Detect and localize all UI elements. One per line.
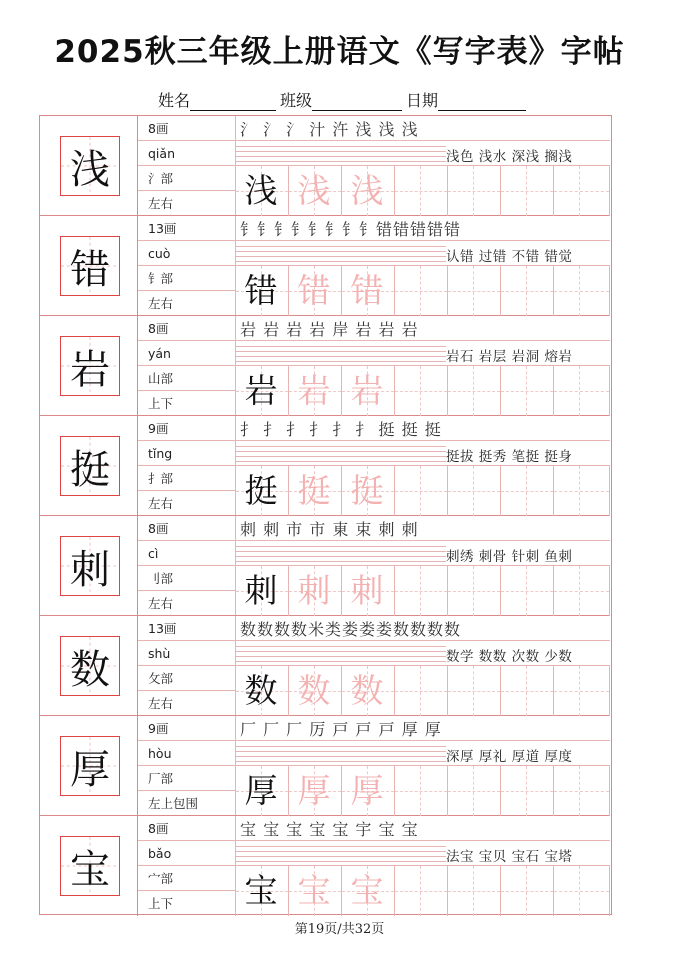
stroke-order-row — [236, 516, 610, 541]
stroke-count: 13画 — [138, 616, 236, 641]
structure: 上下 — [148, 896, 174, 911]
pinyin: cuò — [138, 241, 236, 266]
practice-cell[interactable] — [342, 466, 395, 516]
char-info-column — [138, 816, 236, 916]
big-char-column — [40, 516, 138, 615]
stroke-order-row — [236, 416, 610, 441]
student-info-line — [158, 88, 530, 111]
practice-cell[interactable] — [501, 566, 554, 616]
writing-practice-row — [236, 366, 610, 416]
practice-cell[interactable] — [289, 266, 342, 316]
structure: 上下 — [148, 396, 174, 411]
practice-cell[interactable] — [554, 766, 610, 816]
trace-character: 浅 — [297, 171, 331, 210]
stroke-count: 8画 — [138, 316, 236, 341]
character-entry — [40, 416, 610, 516]
practice-cell[interactable] — [501, 466, 554, 516]
big-character: 岩 — [60, 336, 120, 396]
structure: 左右 — [148, 696, 174, 711]
pinyin-four-line-grid[interactable] — [236, 241, 446, 266]
model-character: 错 — [244, 271, 278, 310]
trace-character: 数 — [297, 671, 331, 710]
char-info-column — [138, 416, 236, 515]
practice-cell[interactable] — [395, 466, 448, 516]
name-label: 姓名 — [158, 91, 191, 110]
trace-character: 刺 — [297, 571, 331, 610]
practice-cell[interactable] — [342, 866, 395, 916]
writing-practice-row — [236, 266, 610, 316]
stroke-count: 9画 — [138, 716, 236, 741]
practice-cell[interactable] — [236, 466, 289, 516]
char-info-column — [138, 516, 236, 615]
model-character: 厚 — [244, 771, 278, 810]
pinyin: qiǎn — [138, 141, 236, 166]
practice-cell[interactable] — [448, 866, 501, 916]
practice-cell[interactable] — [501, 866, 554, 916]
big-character: 厚 — [60, 736, 120, 796]
practice-cell[interactable] — [236, 266, 289, 316]
structure: 左上包围 — [148, 796, 199, 811]
radical: 厂部 — [138, 766, 236, 791]
char-info-column — [138, 716, 236, 815]
stroke-order-row — [236, 616, 610, 641]
character-entry — [40, 116, 610, 216]
practice-cell[interactable] — [342, 166, 395, 216]
character-entry — [40, 816, 610, 916]
stroke-count: 8画 — [138, 116, 236, 141]
stroke-count: 8画 — [138, 816, 236, 841]
practice-cell[interactable] — [289, 366, 342, 416]
example-words: 岩石 岩层 岩洞 熔岩 — [446, 349, 573, 365]
stroke-order-row — [236, 816, 610, 841]
practice-cell[interactable] — [342, 666, 395, 716]
character-entry — [40, 716, 610, 816]
big-character: 错 — [60, 236, 120, 296]
practice-cell[interactable] — [342, 266, 395, 316]
structure: 左右 — [148, 496, 174, 511]
big-character: 宝 — [60, 836, 120, 896]
character-entry — [40, 516, 610, 616]
pinyin: tǐng — [138, 441, 236, 466]
trace-character: 浅 — [350, 171, 384, 210]
practice-cell[interactable] — [501, 766, 554, 816]
character-entry — [40, 616, 610, 716]
stroke-order: 厂 厂 厂 厉 戸 戸 戸 厚 厚 — [240, 720, 442, 739]
practice-cell[interactable] — [289, 166, 342, 216]
big-char-column — [40, 816, 138, 916]
pinyin: shù — [138, 641, 236, 666]
writing-practice-row — [236, 566, 610, 616]
example-words: 刺绣 刺骨 针刺 鱼刺 — [446, 549, 573, 565]
example-words: 深厚 厚礼 厚道 厚度 — [446, 749, 573, 765]
practice-sheet — [39, 115, 612, 915]
writing-practice-row — [236, 866, 610, 916]
big-char-column — [40, 216, 138, 315]
example-words: 挺拔 挺秀 笔挺 挺身 — [446, 449, 573, 465]
stroke-order: 钅钅钅钅钅钅钅钅错错错错错 — [240, 220, 462, 239]
model-character: 岩 — [244, 371, 278, 410]
practice-cell[interactable] — [448, 166, 501, 216]
stroke-order: 数数数数米类娄娄娄数数数数 — [240, 620, 462, 639]
trace-character: 岩 — [297, 371, 331, 410]
writing-practice-row — [236, 466, 610, 516]
trace-character: 刺 — [350, 571, 384, 610]
class-label: 班级 — [280, 91, 313, 110]
char-info-column — [138, 216, 236, 315]
radical: 扌部 — [138, 466, 236, 491]
pinyin-four-line-grid[interactable] — [236, 441, 446, 466]
model-character: 浅 — [244, 171, 278, 210]
practice-cell[interactable] — [342, 766, 395, 816]
practice-cell[interactable] — [554, 266, 610, 316]
writing-practice-row — [236, 666, 610, 716]
big-character: 数 — [60, 636, 120, 696]
stroke-order: 扌 扌 扌 扌 扌 扌 挺 挺 挺 — [240, 420, 442, 439]
big-character: 浅 — [60, 136, 120, 196]
big-char-column — [40, 716, 138, 815]
page-number: 第19页/共32页 — [294, 922, 385, 937]
trace-character: 厚 — [350, 771, 384, 810]
practice-cell[interactable] — [395, 166, 448, 216]
practice-cell[interactable] — [395, 366, 448, 416]
pinyin-four-line-grid[interactable] — [236, 741, 446, 766]
practice-cell[interactable] — [289, 666, 342, 716]
structure: 左右 — [148, 596, 174, 611]
practice-cell[interactable] — [554, 866, 610, 916]
stroke-count: 9画 — [138, 416, 236, 441]
practice-cell[interactable] — [289, 466, 342, 516]
practice-cell[interactable] — [554, 166, 610, 216]
stroke-order-row — [236, 316, 610, 341]
pinyin-four-line-grid[interactable] — [236, 341, 446, 366]
character-entry — [40, 316, 610, 416]
pinyin-four-line-grid[interactable] — [236, 641, 446, 666]
practice-cell[interactable] — [395, 866, 448, 916]
big-character: 挺 — [60, 436, 120, 496]
char-info-column — [138, 116, 236, 215]
trace-character: 挺 — [350, 471, 384, 510]
practice-cell[interactable] — [448, 366, 501, 416]
example-words: 浅色 浅水 深浅 搁浅 — [446, 149, 573, 165]
trace-character: 岩 — [350, 371, 384, 410]
practice-cell[interactable] — [448, 666, 501, 716]
practice-cell[interactable] — [501, 266, 554, 316]
pinyin-four-line-grid[interactable] — [236, 841, 446, 866]
pinyin-four-line-grid[interactable] — [236, 541, 446, 566]
structure: 左右 — [148, 196, 174, 211]
practice-cell[interactable] — [289, 566, 342, 616]
practice-cell[interactable] — [236, 866, 289, 916]
pinyin: yán — [138, 341, 236, 366]
structure: 左右 — [148, 296, 174, 311]
stroke-order: 宝 宝 宝 宝 宝 宇 宝 宝 — [240, 820, 419, 839]
stroke-order: 刺 刺 市 市 東 束 刺 刺 — [240, 520, 419, 539]
example-words: 认错 过错 不错 错觉 — [446, 249, 573, 265]
big-char-column — [40, 316, 138, 415]
practice-cell[interactable] — [395, 566, 448, 616]
radical: 攵部 — [138, 666, 236, 691]
practice-cell[interactable] — [395, 266, 448, 316]
radical: 山部 — [138, 366, 236, 391]
stroke-order: 氵 氵 氵 汁 汻 浅 浅 浅 — [240, 120, 419, 139]
writing-practice-row — [236, 166, 610, 216]
date-blank[interactable] — [438, 93, 526, 111]
character-entry — [40, 216, 610, 316]
model-character: 数 — [244, 671, 278, 710]
stroke-order-row — [236, 216, 610, 241]
practice-cell[interactable] — [448, 466, 501, 516]
big-char-column — [40, 116, 138, 215]
writing-practice-row — [236, 766, 610, 816]
example-words: 数学 数数 次数 少数 — [446, 649, 573, 665]
trace-character: 错 — [297, 271, 331, 310]
practice-cell[interactable] — [395, 766, 448, 816]
trace-character: 宝 — [297, 871, 331, 910]
class-blank[interactable] — [312, 93, 402, 111]
trace-character: 挺 — [297, 471, 331, 510]
practice-cell[interactable] — [554, 666, 610, 716]
model-character: 宝 — [244, 871, 278, 910]
model-character: 挺 — [244, 471, 278, 510]
stroke-order-row — [236, 116, 610, 141]
big-character: 刺 — [60, 536, 120, 596]
radical: 氵部 — [138, 166, 236, 191]
big-char-column — [40, 416, 138, 515]
practice-cell[interactable] — [448, 266, 501, 316]
practice-cell[interactable] — [501, 666, 554, 716]
practice-cell[interactable] — [236, 566, 289, 616]
stroke-order-row — [236, 716, 610, 741]
char-info-column — [138, 316, 236, 415]
practice-cell[interactable] — [342, 366, 395, 416]
stroke-count: 8画 — [138, 516, 236, 541]
practice-cell[interactable] — [236, 366, 289, 416]
practice-cell[interactable] — [448, 766, 501, 816]
practice-cell[interactable] — [342, 566, 395, 616]
radical: 钅部 — [138, 266, 236, 291]
trace-character: 错 — [350, 271, 384, 310]
big-char-column — [40, 616, 138, 715]
practice-cell[interactable] — [236, 666, 289, 716]
practice-cell[interactable] — [236, 766, 289, 816]
practice-cell[interactable] — [289, 766, 342, 816]
practice-cell[interactable] — [501, 366, 554, 416]
date-label: 日期 — [406, 91, 439, 110]
practice-cell[interactable] — [554, 366, 610, 416]
practice-cell[interactable] — [554, 466, 610, 516]
radical: 宀部 — [138, 866, 236, 891]
page-title: 2025秋三年级上册语文《写字表》字帖 — [54, 34, 625, 70]
name-blank[interactable] — [190, 93, 276, 111]
pinyin: hòu — [138, 741, 236, 766]
char-info-column — [138, 616, 236, 715]
trace-character: 宝 — [350, 871, 384, 910]
pinyin: bǎo — [138, 841, 236, 866]
practice-cell[interactable] — [289, 866, 342, 916]
pinyin-four-line-grid[interactable] — [236, 141, 446, 166]
stroke-order: 岩 岩 岩 岩 岸 岩 岩 岩 — [240, 320, 419, 339]
practice-cell[interactable] — [448, 566, 501, 616]
trace-character: 数 — [350, 671, 384, 710]
model-character: 刺 — [244, 571, 278, 610]
practice-cell[interactable] — [501, 166, 554, 216]
example-words: 法宝 宝贝 宝石 宝塔 — [446, 849, 573, 865]
trace-character: 厚 — [297, 771, 331, 810]
radical: 刂部 — [138, 566, 236, 591]
pinyin: cì — [138, 541, 236, 566]
stroke-count: 13画 — [138, 216, 236, 241]
practice-cell[interactable] — [395, 666, 448, 716]
practice-cell[interactable] — [236, 166, 289, 216]
practice-cell[interactable] — [554, 566, 610, 616]
